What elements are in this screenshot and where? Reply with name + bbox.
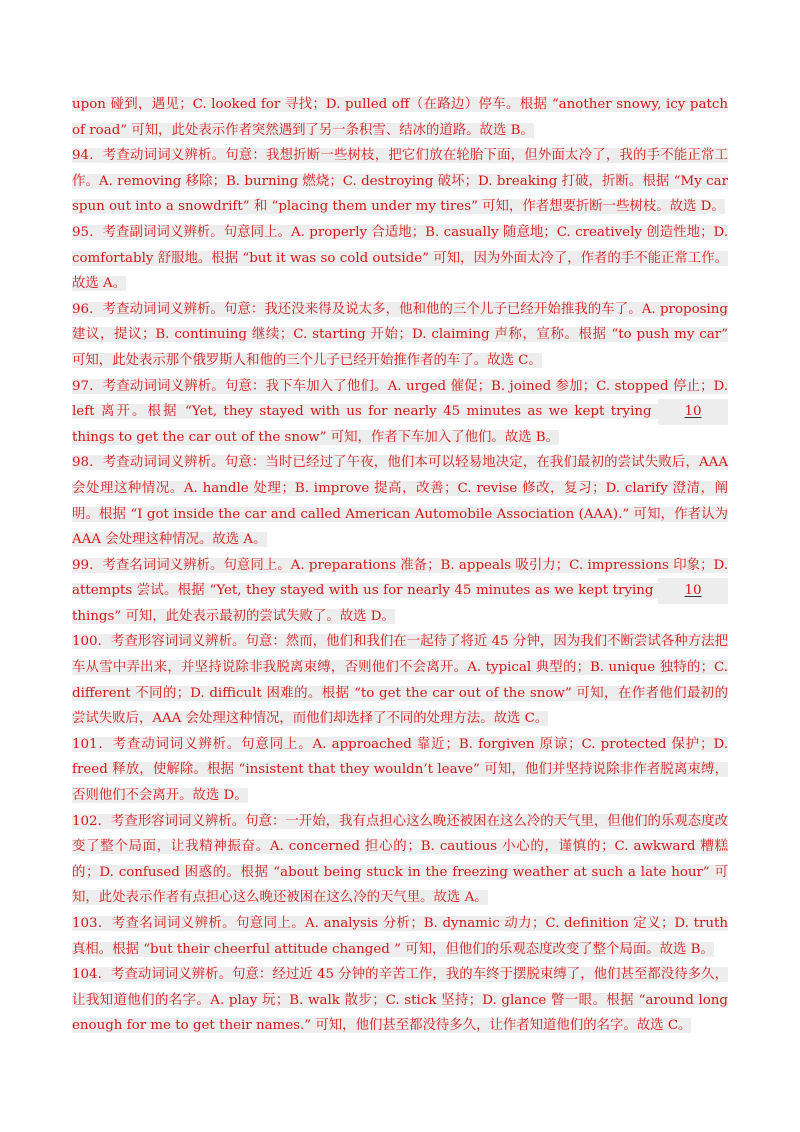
paragraph-text: 104．考查动词词义辨析。句意：经过近 45 分钟的辛苦工作，我的车终于摆脱束缚了，他们甚至都没待多久，让我知道他们的名字。A. play 玩；B. walk 散步；C. stick 坚持；D. glance 瞥一眼。根据 “around long enough for me to get their names.” 可知，他们甚至都没待多久，让作者知道他们的名字。故选 C。 bbox=[72, 967, 728, 1034]
explanation-99 bbox=[72, 553, 728, 630]
blank-answer: 10 bbox=[658, 399, 728, 425]
explanation-96 bbox=[72, 297, 728, 374]
explanation-98 bbox=[72, 450, 728, 552]
paragraph-text-after-blank: things” 可知，此处表示最初的尝试失败了。故选 D。 bbox=[72, 608, 395, 624]
paragraph-text: 100．考查形容词词义辨析。句意：然而，他们和我们在一起待了将近 45 分钟，因为我们不断尝试各种方法把车从雪中弄出来，并坚持说除非我脱离束缚，否则他们不会离开。A. typical 典型的；B. unique 独特的；C. different 不同的；D. difficult 困难的。根据 “to get the car out of the snow” 可知，在作者他们最初的尝试失败后，AAA 会处理这种情况，而他们却选择了不同的处理方法。故选 C。 bbox=[72, 634, 728, 727]
answer-explanations bbox=[72, 92, 728, 1039]
paragraph-text: 96．考查动词词义辨析。句意：我还没来得及说太多，他和他的三个儿子已经开始推我的车了。A. proposing 建议，提议；B. continuing 继续；C. starting 开始；D. claiming 声称，宣称。根据 “to push my car” 可知，此处表示那个俄罗斯人和他的三个儿子已经开始推作者的车了。故选 C。 bbox=[72, 301, 728, 368]
paragraph-text-before-blank: 97．考查动词词义辨析。句意：我下车加入了他们。A. urged 催促；B. joined 参加；C. stopped 停止；D. left 离开。根据 “Yet, they stayed with us for nearly 45 minutes as we kept trying bbox=[72, 378, 728, 420]
explanation-104 bbox=[72, 962, 728, 1039]
explanation-continuation bbox=[72, 92, 728, 143]
explanation-95 bbox=[72, 220, 728, 297]
paragraph-text: upon 碰到，遇见；C. looked for 寻找；D. pulled off（在路边）停车。根据 “another snowy, icy patch of road” 可知，此处表示作者突然遇到了另一条积雪、结冰的道路。故选 B。 bbox=[72, 97, 728, 138]
paragraph-text-after-blank: things to get the car out of the snow” 可知，作者下车加入了他们。故选 B。 bbox=[72, 429, 560, 445]
explanation-94 bbox=[72, 143, 728, 220]
explanation-102 bbox=[72, 809, 728, 911]
paragraph-text: 95．考查副词词义辨析。句意同上。A. properly 合适地；B. casually 随意地；C. creatively 创造性地；D. comfortably 舒服地。根据 “but it was so cold outside” 可知，因为外面太冷了，作者的手不能正常工作。故选 A。 bbox=[72, 224, 728, 292]
paragraph-text-before-blank: 99．考查名词词义辨析。句意同上。A. preparations 准备；B. appeals 吸引力；C. impressions 印象；D. attempts 尝试。根据 “Yet, they stayed with us for nearly 45 minutes as we kept trying bbox=[72, 557, 728, 599]
blank-answer: 10 bbox=[658, 578, 728, 604]
explanation-97 bbox=[72, 374, 728, 451]
paragraph-text: 101．考查动词词义辨析。句意同上。A. approached 靠近；B. forgiven 原谅；C. protected 保护；D. freed 释放，使解除。根据 “insistent that they wouldn’t leave” 可知，他们并坚持说除非作者脱离束缚，否则他们不会离开。故选 D。 bbox=[72, 736, 728, 804]
explanation-101 bbox=[72, 732, 728, 809]
explanation-100 bbox=[72, 629, 728, 731]
paragraph-text: 98．考查动词词义辨析。句意：当时已经过了午夜，他们本可以轻易地决定，在我们最初的尝试失败后，AAA 会处理这种情况。A. handle 处理；B. improve 提高，改善；C. revise 修改，复习；D. clarify 澄清，阐明。根据 “I got inside the car and called American Automobile Association (AAA).” 可知，作者认为 AAA 会处理这种情况。故选 A。 bbox=[72, 455, 728, 548]
paragraph-text: 102．考查形容词词义辨析。句意：一开始，我有点担心这么晚还被困在这么冷的天气里，但他们的乐观态度改变了整个局面，让我精神振奋。A. concerned 担心的；B. cautious 小心的，谨慎的；C. awkward 糟糕的；D. confused 困惑的。根据 “about being stuck in the freezing weather at such a late hour” 可知，此处表示作者有点担心这么晚还被困在这么冷的天气里。故选 A。 bbox=[72, 813, 728, 906]
paragraph-text: 94．考查动词词义辨析。句意：我想折断一些树枝，把它们放在轮胎下面，但外面太冷了，我的手不能正常工作。A. removing 移除；B. burning 燃烧；C. destroying 破坏；D. breaking 打破，折断。根据 “My car spun out into a snowdrift” 和 “placing them under my tires” 可知，作者想要折断一些树枝。故选 D。 bbox=[72, 148, 728, 215]
paragraph-text: 103．考查名词词义辨析。句意同上。A. analysis 分析；B. dynamic 动力；C. definition 定义；D. truth 真相。根据 “but their cheerful attitude changed ” 可知，但他们的乐观态度改变了整个局面。故选 B。 bbox=[72, 916, 728, 957]
explanation-103 bbox=[72, 911, 728, 962]
